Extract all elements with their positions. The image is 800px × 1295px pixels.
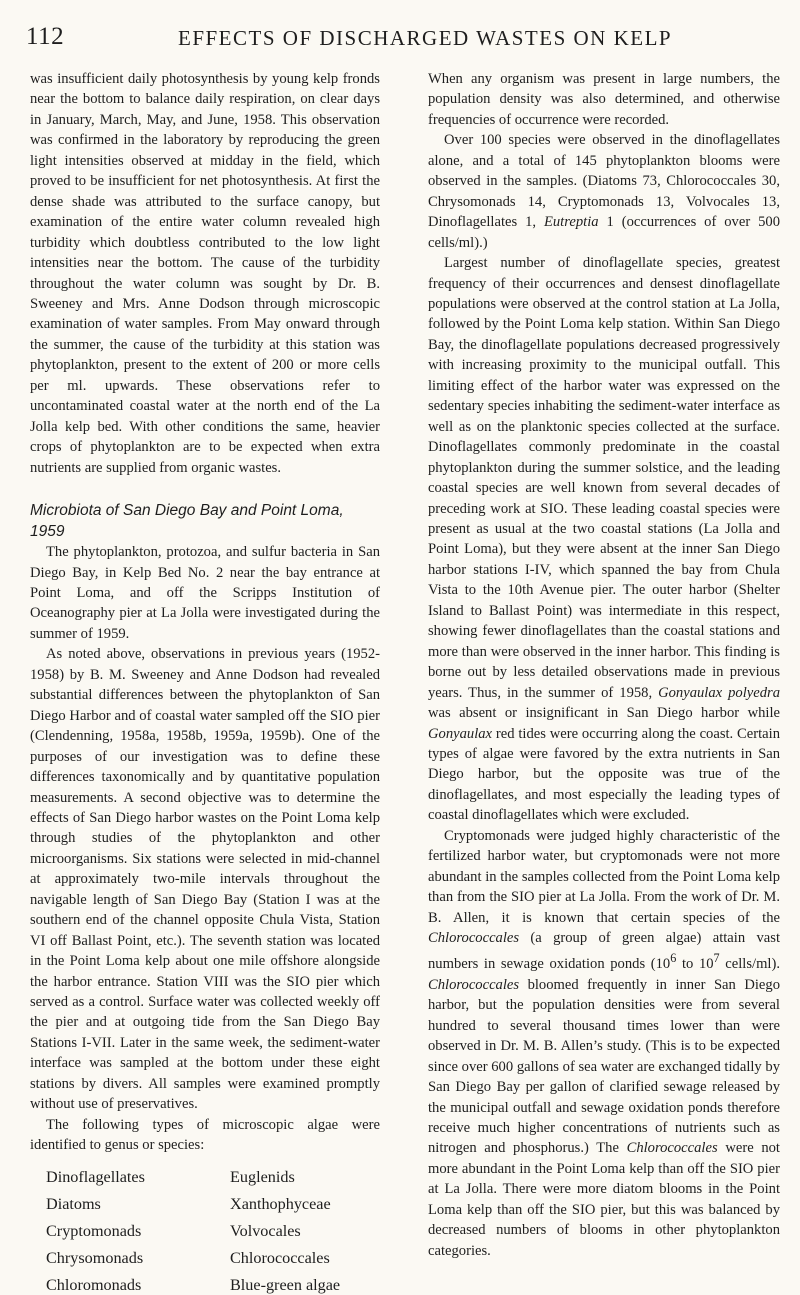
- paragraph-population-density: When any organism was present in large numbers, the population density was also determined, and otherwise frequencies of occurrence were recorded.: [428, 71, 780, 128]
- genus-name: Chlorococcales: [428, 976, 520, 993]
- text-run: to 10: [676, 956, 714, 973]
- exponent: 7: [713, 951, 720, 966]
- paragraph-dinoflagellates: [428, 253, 780, 826]
- genus-name: Chlorococcales: [626, 1140, 718, 1157]
- paragraph-continuation: was insufficient daily photosynthesis by young kelp fronds near the bottom to balance daily respiration, on clear days in January, March, May, and June, 1958. This observation was confirmed in the laboratory by reproducing the green light intensities observed at midday in the field, which proved to be insufficient for net photosynthesis. At first the dense shade was attributed to the surface canopy, but examination of the entire water column revealed high turbidity which doubtless contributed to the low light intensities near the bottom. The cause of the turbidity throughout the water column was sought by Dr. B. Sweeney and Mrs. Anne Dodson through microscopic examination of water samples. From May onward through the summer, the cause of the turbidity at this station was phytoplankton, present to the extent of 200 or more cells per ml. upwards. These observations refer to uncontaminated coastal water at the north end of the La Jolla kelp bed. With other conditions the same, heavier crops of phytoplankton are to be expected when extra nutrients are supplied from organic wastes.: [30, 71, 380, 476]
- algae-type: Xanthophyceae: [230, 1194, 331, 1213]
- algae-type: Volvocales: [230, 1221, 301, 1240]
- algae-type: Euglenids: [230, 1167, 295, 1186]
- paragraph-stations: As noted above, observations in previous years (1952-1958) by B. M. Sweeney and Anne Dodson had revealed substantial differences between the phytoplankton of San Diego Harbor and of coastal water sampled off the SIO pier (Clendenning, 1958a, 1958b, 1959a, 1959b). One of the purposes of our investigation was to define these differences taxonomically and by quantitative population measurements. A second objective was to determine the effects of San Diego harbor wastes on the Point Loma kelp through studies of the phytoplankton and other microorganisms. Six stations were selected in mid-channel at approximately two-mile intervals throughout the navigable length of San Diego Bay (Station I was at the southern end of the channel opposite Chula Vista, Station VI off Ballast Point, etc.). The seventh station was located in the Point Loma kelp about one mile offshore alongside the harbor entrance. Station VIII was the SIO pier which served as a control. Surface water was collected weekly off the pier and at outgoing tide from the San Diego Bay Stations I-VII. Later in the same week, the sediment-water interface was sampled at the bottom under these eight stations by divers. All samples were examined promptly without use of preservatives.: [30, 646, 380, 1113]
- left-column: [30, 69, 380, 1295]
- paragraph-algae-intro: The following types of microscopic algae were identified to genus or species:: [30, 1116, 380, 1154]
- page-header: [0, 22, 800, 52]
- genus-name: Gonyaulax polyedra: [658, 684, 780, 701]
- algae-type: Diatoms: [46, 1194, 101, 1213]
- text-run: were not more abundant in the Point Loma kelp than off the SIO pier at La Jolla. There were more diatom blooms in the Point Loma kelp than off the SIO pier, but this was balanced by decreased numbers of blooms in other phytoplankton categories.: [428, 1140, 780, 1259]
- algae-type: Cryptomonads: [46, 1221, 142, 1240]
- text-run: 1 (occurrences of over 500 cells/ml).): [428, 214, 781, 251]
- text-run: Cryptomonads were judged highly characteristic of the fertilized harbor water, but cryptomonads were not more abundant in the samples collected from the Point Loma kelp than from the SIO pier at La Jolla. From the work of Dr. M. B. Allen, it is known that certain species of the: [428, 827, 780, 926]
- text-run: Largest number of dinoflagellate species, greatest frequency of their occurrences and densest dinoflagellate populations were observed at the control station at La Jolla, followed by the Point Loma kelp station. Within San Diego Bay, the dinoflagellate populations decreased progressively with increasing proximity to the municipal outfall. This limiting effect of the harbor water was expressed on the sedentary species inhabiting the sediment-water interface as well as on the planktonic species collected at the surface. Dinoflagellates commonly predominate in the coastal phytoplankton during the summer solstice, and the leading coastal species are well known from several decades of preceding work at SIO. These leading coastal species were present as usual at the two coastal stations (La Jolla and Point Loma), but they were absent at the inner San Diego harbor stations I-IV, which spanned the bay from Chula Vista to the 10th Avenue pier. The outer harbor (Shelter Island to Ballast Point) was intermediate in this respect, showing fewer dinoflagellates than the coastal stations and more than were observed in the inner harbor. This finding is borne out by less detailed observations made in previous years. Thus, in the summer of 1958,: [428, 255, 780, 701]
- algae-type: Blue-green algae: [230, 1275, 341, 1294]
- paragraph-cryptomonads: [428, 826, 780, 1261]
- genus-name: Chlorococcales: [428, 930, 520, 947]
- section-heading: Microbiota of San Diego Bay and Point Loma, 1959: [30, 502, 344, 541]
- algae-types-list: [46, 1167, 380, 1295]
- right-column: [428, 69, 780, 1261]
- exponent: 6: [670, 951, 677, 966]
- paragraph-investigation: The phytoplankton, protozoa, and sulfur bacteria in San Diego Bay, in Kelp Bed No. 2 near the bay entrance at Point Loma, and off the Scripps Institution of Oceanography pier at La Jolla were investigated during the summer of 1959.: [30, 544, 380, 642]
- text-run: cells/ml).: [719, 956, 780, 973]
- text-run: was absent or insignificant in San Diego harbor while: [428, 705, 780, 722]
- running-title: EFFECTS OF DISCHARGED WASTES ON KELP: [178, 26, 673, 50]
- text-run: (a group of green algae) attain vast numbers in sewage oxidation ponds (10: [428, 930, 780, 973]
- text-run: Over 100 species were observed in the dinoflagellates alone, and a total of 145 phytoplankton blooms were observed in the samples. (Diatoms 73, Chlorococcales 30, Chrysomonads 14, Cryptomonads 13, Volvocales 13, Dinoflagellates 1,: [428, 132, 780, 231]
- text-run: red tides were occurring along the coast. Certain types of algae were favored by the extra nutrients in San Diego harbor, but the opposite was true of the dinoflagellates, and most especially the leading types of coastal dinoflagellates which were excluded.: [428, 725, 780, 824]
- text-run: bloomed frequently in inner San Diego harbor, but the population densities were from several hundred to several thousand times lower than were observed in Dr. M. B. Allen’s study. (This is to be expected since over 600 gallons of sea water are exchanged tidally by San Diego Bay per gallon of clarified sewage released by the municipal outfall and sewage oxidation ponds therefore receive much higher concentrations of nutrients such as nitrogen and phosphorus.) The: [428, 976, 780, 1157]
- algae-type: Chrysomonads: [46, 1248, 144, 1267]
- paragraph-bloom-counts: [428, 130, 780, 253]
- algae-type: Dinoflagellates: [46, 1167, 145, 1186]
- algae-type: Chlorococcales: [230, 1248, 330, 1267]
- page-number: 112: [26, 23, 65, 50]
- genus-name: Gonyaulax: [428, 725, 493, 742]
- genus-name: Eutreptia: [543, 214, 599, 231]
- algae-type: Chloromonads: [46, 1275, 142, 1294]
